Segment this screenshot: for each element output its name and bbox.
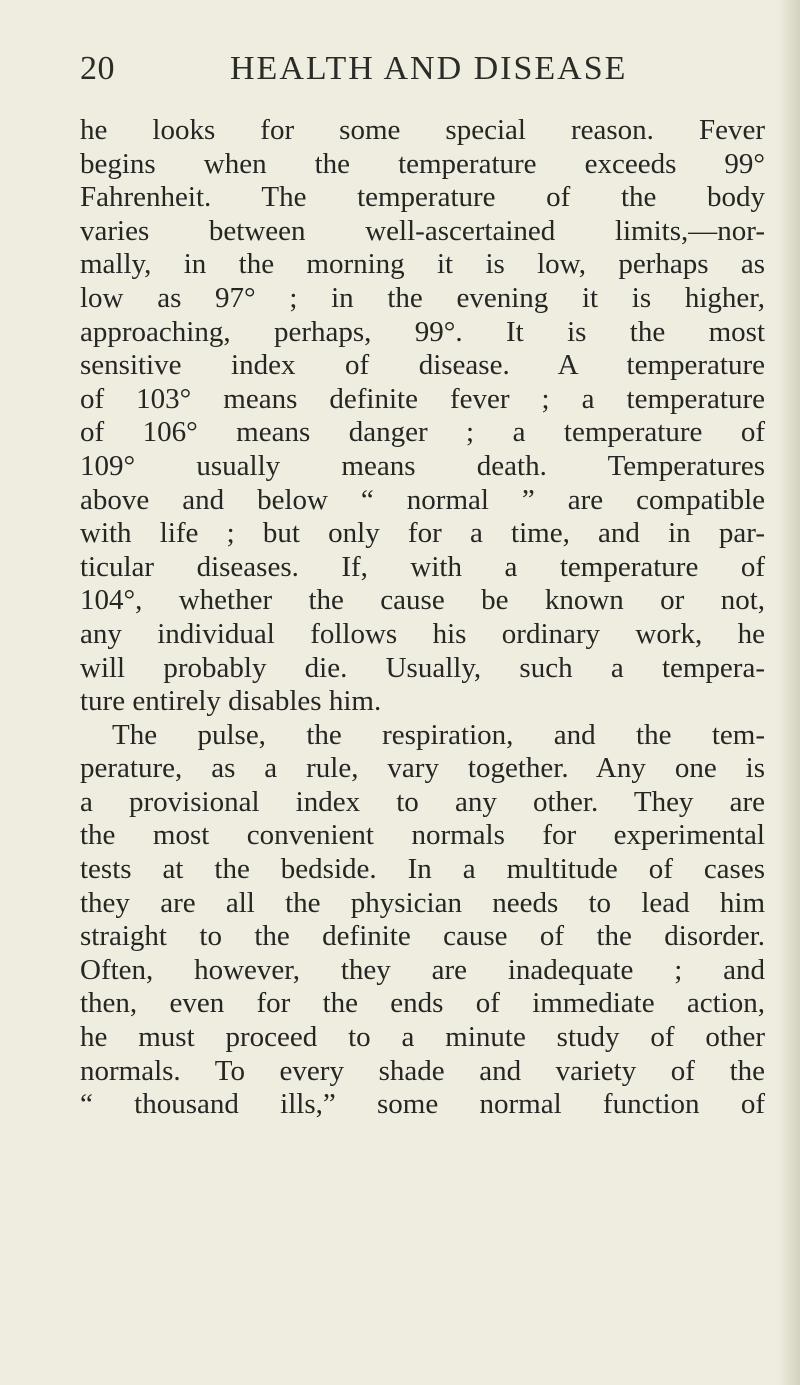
text-line: sensitive index of disease. A temperature bbox=[80, 349, 765, 382]
text-line: begins when the temperature exceeds 99° bbox=[80, 147, 765, 180]
page-edge-shadow bbox=[778, 0, 800, 1385]
text-line: Often, however, they are inadequate ; and bbox=[80, 953, 765, 986]
text-line: varies between well-ascertained limits,—nor- bbox=[80, 214, 765, 247]
text-line: straight to the definite cause of the disorder. bbox=[80, 920, 765, 953]
text-line: ticular diseases. If, with a temperature of bbox=[80, 550, 765, 583]
text-line: any individual follows his ordinary work, he bbox=[80, 617, 765, 650]
text-line: mally, in the morning it is low, perhaps as bbox=[80, 248, 765, 281]
body-text bbox=[80, 114, 765, 1122]
text-line: a provisional index to any other. They are bbox=[80, 785, 765, 818]
text-line: tests at the bedside. In a multitude of cases bbox=[80, 853, 765, 886]
text-line: the most convenient normals for experimental bbox=[80, 819, 765, 852]
text-line: Fahrenheit. The temperature of the body bbox=[80, 181, 765, 214]
text-line: “ thousand ills,” some normal function of bbox=[80, 1088, 765, 1121]
text-line: perature, as a rule, vary together. Any one is bbox=[80, 752, 765, 785]
text-line: then, even for the ends of immediate action, bbox=[80, 987, 765, 1020]
text-line: low as 97° ; in the evening it is higher, bbox=[80, 281, 765, 314]
text-line: of 106° means danger ; a temperature of bbox=[80, 416, 765, 449]
text-line: 109° usually means death. Temperatures bbox=[80, 449, 765, 482]
text-line: they are all the physician needs to lead him bbox=[80, 886, 765, 919]
text-line: The pulse, the respiration, and the tem- bbox=[112, 718, 765, 751]
paragraph-2 bbox=[80, 719, 765, 1122]
text-line: approaching, perhaps, 99°. It is the most bbox=[80, 315, 765, 348]
text-line: he looks for some special reason. Fever bbox=[80, 114, 765, 146]
page-header bbox=[80, 50, 720, 100]
text-line: above and below “ normal ” are compatible bbox=[80, 483, 765, 516]
text-line: he must proceed to a minute study of other bbox=[80, 1021, 765, 1054]
text-line: ture entirely disables him. bbox=[80, 685, 382, 718]
text-line: 104°, whether the cause be known or not, bbox=[80, 584, 765, 617]
text-line: will probably die. Usually, such a tempera- bbox=[80, 651, 765, 684]
running-head: HEALTH AND DISEASE bbox=[230, 50, 628, 87]
paragraph-1 bbox=[80, 114, 765, 719]
text-line: normals. To every shade and variety of the bbox=[80, 1054, 765, 1087]
text-line: with life ; but only for a time, and in par- bbox=[80, 517, 765, 550]
text-line: of 103° means definite fever ; a temperature bbox=[80, 382, 765, 415]
page-number: 20 bbox=[80, 50, 115, 87]
